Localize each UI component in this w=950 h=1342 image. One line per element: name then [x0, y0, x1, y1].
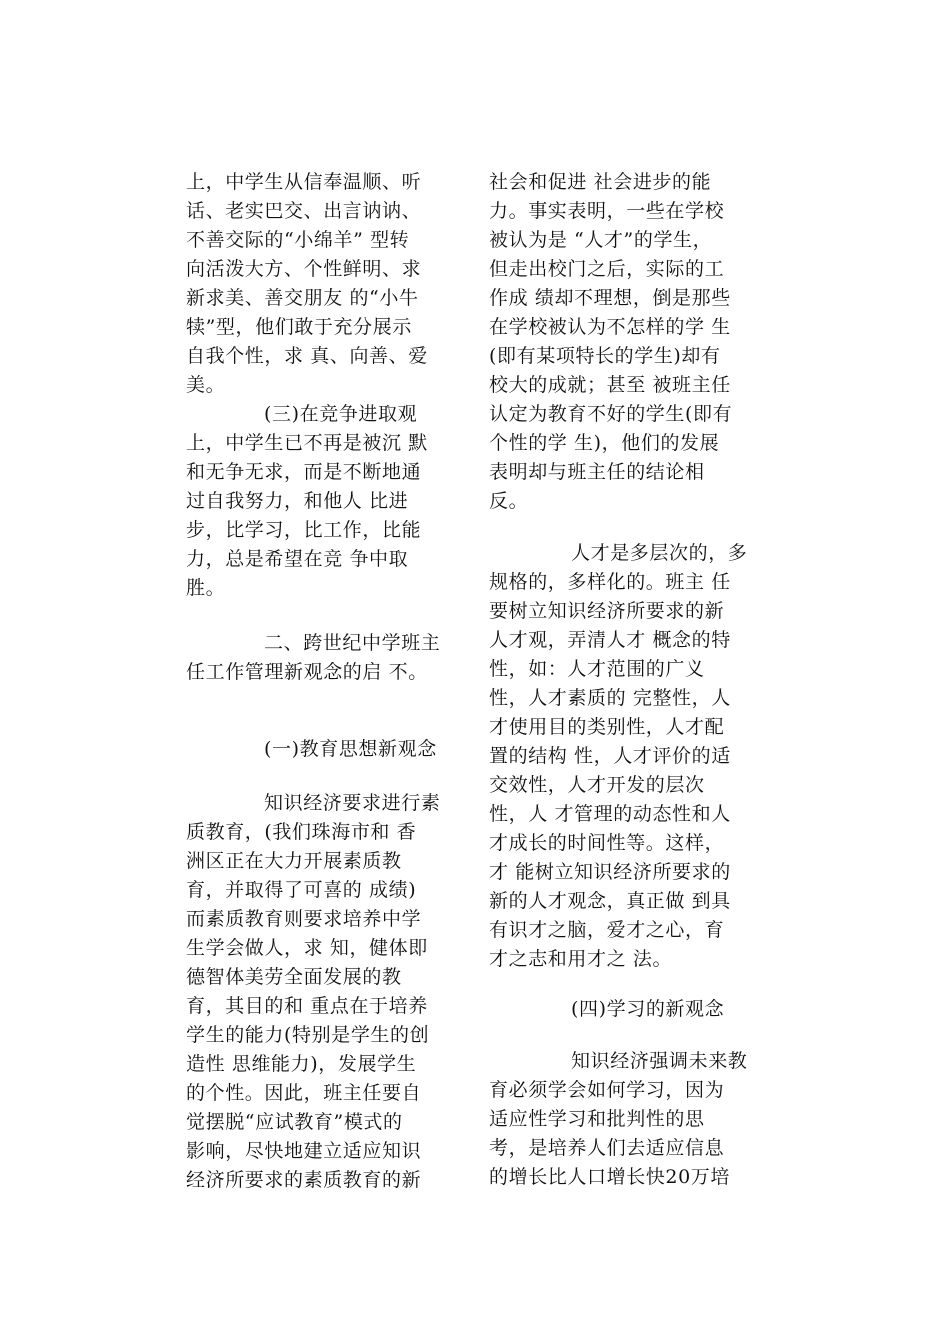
- text-line: 适应性学习和批判性的思: [489, 1108, 705, 1130]
- text-line: 育，其目的和 重点在于培养: [186, 995, 428, 1017]
- right-column: [489, 168, 774, 1192]
- text-line: 但走出校门之后，实际的工: [489, 258, 725, 280]
- text-line: (即有某项特长的学生)却有: [489, 345, 721, 367]
- text-line: 被认为是 “人才”的学生，: [489, 229, 713, 251]
- paragraph-student-personality: [186, 168, 466, 400]
- text-line: 造性 思维能力)，发展学生: [186, 1053, 417, 1075]
- text-line: 规格的，多样化的。班主 任: [489, 571, 731, 593]
- text-line: 生学会做人，求 知，健体即: [186, 937, 428, 959]
- text-line: 步，比学习，比工作，比能: [186, 519, 422, 541]
- paragraph-talent-results: [489, 168, 774, 516]
- text-line: 自我个性，求 真、向善、爱: [186, 345, 428, 367]
- text-line: 力，总是希望在竞 争中取: [186, 548, 409, 570]
- text-line: 新的人才观念，真正做 到具: [489, 890, 731, 912]
- text-line: 育，并取得了可喜的 成绩): [186, 879, 417, 901]
- subsection-heading-four: [489, 995, 774, 1024]
- text-line: 经济所要求的素质教育的新: [186, 1169, 422, 1191]
- text-line: 要树立知识经济所要求的新: [489, 600, 725, 622]
- text-line: 才 能树立知识经济所要求的: [489, 861, 731, 883]
- text-line: (三)在竞争进取观: [264, 403, 418, 425]
- text-line: 任工作管理新观念的启 不。: [186, 661, 428, 683]
- text-line: 洲区正在大力开展素质教: [186, 850, 402, 872]
- subsection-heading-one: [186, 735, 466, 764]
- paragraph-talent-concept: [489, 539, 774, 974]
- text-line: (一)教育思想新观念: [264, 738, 437, 760]
- text-line: 才之志和用才之 法。: [489, 948, 673, 970]
- text-line: 有识才之脑，爱才之心，育: [489, 919, 725, 941]
- text-line: 上，中学生已不再是被沉 默: [186, 432, 428, 454]
- text-line: 美。: [186, 374, 226, 396]
- text-line: 犊”型，他们敢于充分展示: [186, 316, 412, 338]
- text-line: 人才观，弄清人才 概念的特: [489, 629, 731, 651]
- text-line: 过自我努力，和他人 比进: [186, 490, 409, 512]
- text-line: 二、跨世纪中学班主: [264, 632, 441, 654]
- text-line: 作成 绩却不理想，倒是那些: [489, 287, 731, 309]
- text-line: 德智体美劳全面发展的教: [186, 966, 402, 988]
- text-line: 才成长的时间性等。这样，: [489, 832, 725, 854]
- text-line: 交效性，人才开发的层次: [489, 774, 705, 796]
- text-line: 置的结构 性，人才评价的适: [489, 745, 731, 767]
- paragraph-learning: [489, 1047, 774, 1192]
- text-line: 社会和促进 社会进步的能: [489, 171, 712, 193]
- text-line: 不善交际的“小绵羊” 型转: [186, 229, 410, 251]
- text-line: 育必须学会如何学习，因为: [489, 1079, 725, 1101]
- text-line: 胜。: [186, 577, 226, 599]
- text-line: 性，人才素质的 完整性，人: [489, 687, 731, 709]
- text-line: 性，人 才管理的动态性和人: [489, 803, 731, 825]
- text-line: 校大的成就；甚至 被班主任: [489, 374, 731, 396]
- text-line: 和无争无求，而是不断地通: [186, 461, 422, 483]
- left-column: [186, 168, 466, 1195]
- text-line: 话、老实巴交、出言讷讷、: [186, 200, 422, 222]
- text-line: 而素质教育则要求培养中学: [186, 908, 422, 930]
- text-line: (四)学习的新观念: [571, 998, 725, 1020]
- text-line: 学生的能力(特别是学生的创: [186, 1024, 430, 1046]
- text-line: 的个性。因此，班主任要自: [186, 1082, 422, 1104]
- text-line: 人才是多层次的，多: [571, 542, 748, 564]
- text-line: 表明却与班主任的结论相: [489, 461, 705, 483]
- text-line: 力。事实表明，一些在学校: [489, 200, 725, 222]
- text-line: 影响，尽快地建立适应知识: [186, 1140, 422, 1162]
- text-line: 新求美、善交朋友 的“小牛: [186, 287, 419, 309]
- text-line: 觉摆脱“应试教育”模式的: [186, 1111, 403, 1133]
- text-line: 反。: [489, 490, 529, 512]
- text-line: 考，是培养人们去适应信息: [489, 1137, 725, 1159]
- text-line: 在学校被认为不怎样的学 生: [489, 316, 731, 338]
- text-line: 质教育，(我们珠海市和 香: [186, 821, 417, 843]
- paragraph-quality-education: [186, 789, 466, 1195]
- text-line: 性，如：人才范围的广义: [489, 658, 705, 680]
- section-heading-two: [186, 629, 466, 687]
- text-line: 的增长比人口增长快20万培: [489, 1166, 730, 1188]
- text-line: 才使用目的类别性，人才配: [489, 716, 725, 738]
- text-line: 知识经济强调未来教: [571, 1050, 748, 1072]
- text-line: 知识经济要求进行素: [264, 792, 441, 814]
- paragraph-competition: [186, 400, 466, 603]
- text-line: 个性的学 生)，他们的发展: [489, 432, 720, 454]
- text-line: 向活泼大方、个性鲜明、求: [186, 258, 422, 280]
- text-line: 上，中学生从信奉温顺、听: [186, 171, 422, 193]
- text-line: 认定为教育不好的学生(即有: [489, 403, 733, 425]
